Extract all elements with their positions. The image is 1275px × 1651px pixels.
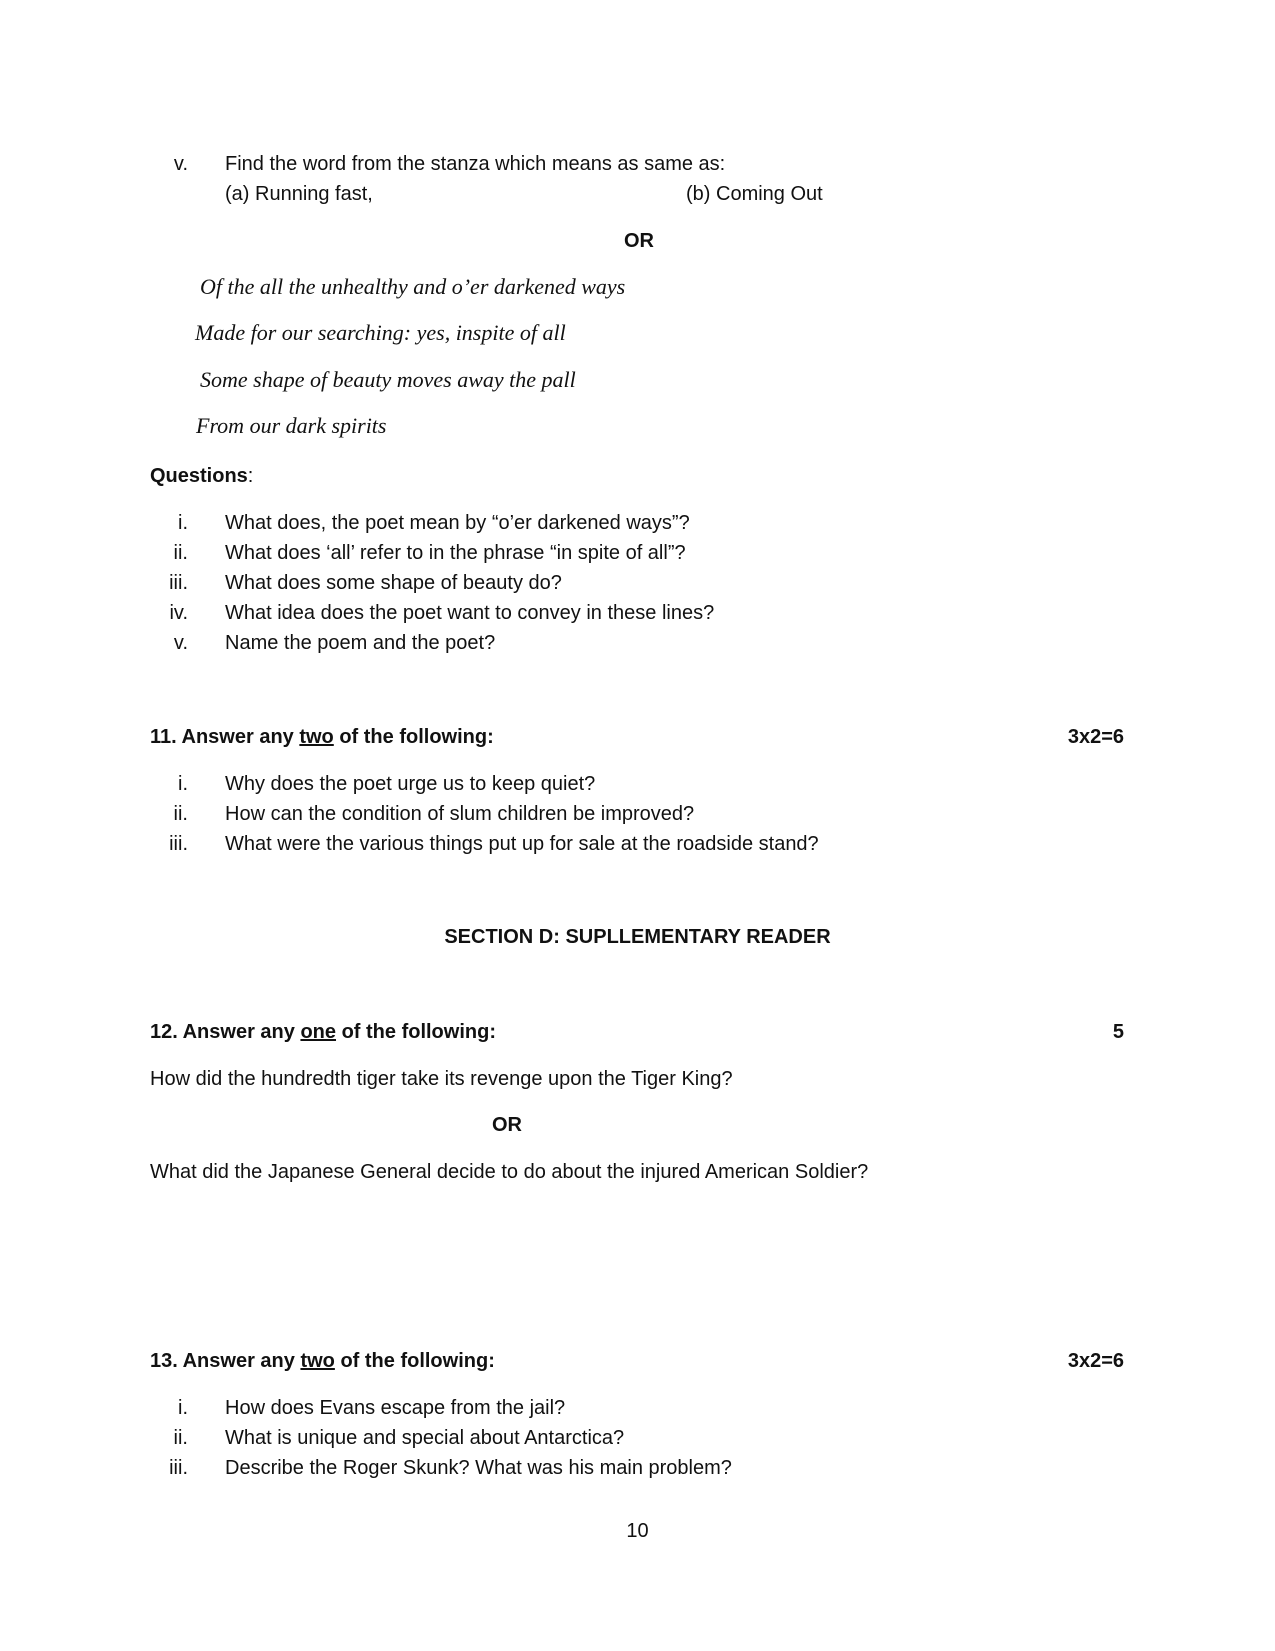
questions-heading: Questions:	[150, 465, 254, 487]
or-separator: OR	[624, 230, 654, 252]
item-number: i.	[178, 773, 188, 795]
question-text: Describe the Roger Skunk? What was his main problem?	[225, 1457, 732, 1479]
poem-line: Some shape of beauty moves away the pall	[200, 367, 576, 392]
item-number: i.	[178, 1397, 188, 1419]
marks-label: 5	[1112, 1021, 1124, 1043]
item-number: ii.	[173, 803, 188, 825]
question-text: How does Evans escape from the jail?	[225, 1397, 566, 1419]
or-separator: OR	[492, 1114, 522, 1136]
item-number: ii.	[173, 542, 188, 564]
item-number: v.	[173, 632, 188, 654]
poem-line: From our dark spirits	[196, 413, 387, 438]
question-12-heading: 12. Answer any one of the following:	[150, 1021, 496, 1043]
item-number: iii.	[169, 1457, 188, 1479]
poem-line: Made for our searching: yes, inspite of all	[195, 320, 566, 345]
option-a: (a) Running fast,	[225, 183, 373, 205]
question-text: What is unique and special about Antarctica?	[225, 1427, 625, 1449]
item-number: v.	[173, 153, 188, 175]
poem-line: Of the all the unhealthy and o’er darkened ways	[200, 274, 626, 299]
question-text: What did the Japanese General decide to do about the injured American Soldier?	[150, 1161, 869, 1183]
question-text: What idea does the poet want to convey in these lines?	[225, 602, 715, 624]
item-number: iv.	[169, 602, 188, 624]
question-text: What does, the poet mean by “o’er darkened ways”?	[225, 512, 690, 534]
question-text: What does some shape of beauty do?	[225, 572, 562, 594]
question-text: What does ‘all’ refer to in the phrase “in spite of all”?	[225, 542, 686, 564]
marks-label: 3x2=6	[1067, 726, 1124, 748]
question-text: Find the word from the stanza which means as same as:	[225, 153, 726, 175]
question-text: What were the various things put up for sale at the roadside stand?	[225, 833, 819, 855]
question-13-heading: 13. Answer any two of the following:	[150, 1350, 495, 1372]
question-text: How did the hundredth tiger take its revenge upon the Tiger King?	[150, 1068, 733, 1090]
question-text: Name the poem and the poet?	[225, 632, 496, 654]
question-11-heading: 11. Answer any two of the following:	[150, 726, 494, 748]
item-number: i.	[178, 512, 188, 534]
option-b: (b) Coming Out	[686, 183, 823, 205]
item-number: iii.	[169, 572, 188, 594]
marks-label: 3x2=6	[1067, 1350, 1124, 1372]
question-text: How can the condition of slum children be improved?	[225, 803, 695, 825]
page-number: 10	[626, 1520, 649, 1542]
item-number: ii.	[173, 1427, 188, 1449]
section-heading: SECTION D: SUPLLEMENTARY READER	[444, 926, 831, 948]
question-text: Why does the poet urge us to keep quiet?	[225, 773, 596, 795]
item-number: iii.	[169, 833, 188, 855]
